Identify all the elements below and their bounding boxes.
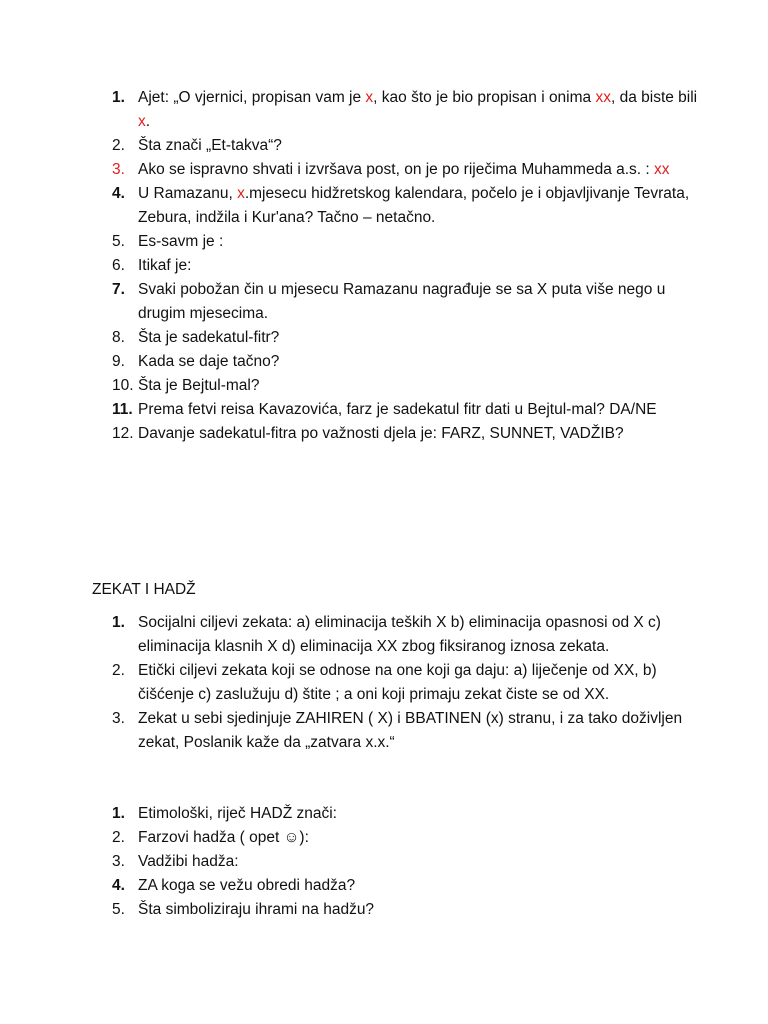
text-segment: .mjesecu hidžretskog kalendara, počelo je i objavljivanje Tevrata, Zebura, indžila i Kur'ana? Tačno – netačno. <box>138 185 690 226</box>
item-text <box>138 853 239 870</box>
item-text <box>138 257 191 274</box>
list-item <box>0 158 768 182</box>
list-item <box>0 422 768 446</box>
item-number: 2. <box>112 137 125 154</box>
item-number: 4. <box>112 185 125 202</box>
item-number: 10. <box>112 377 134 394</box>
item-number: 8. <box>112 329 125 346</box>
list-item <box>0 86 768 134</box>
text-segment: Etički ciljevi zekata koji se odnose na one koji ga daju: a) liječenje od XX, b) čišćenje c) zaslužuju d) štite ; a oni koji primaju zekat čiste se od XX. <box>138 662 657 703</box>
item-text <box>138 662 657 703</box>
list-item <box>0 826 768 850</box>
item-number: 1. <box>112 614 125 631</box>
ramazan-questions-list <box>0 86 768 446</box>
zekat-questions-list <box>0 611 768 755</box>
list-item <box>0 374 768 398</box>
item-text <box>138 89 697 130</box>
blank-marker: x <box>365 89 374 106</box>
item-text <box>138 137 282 154</box>
list-item <box>0 254 768 278</box>
text-segment: Kada se daje tačno? <box>138 353 280 370</box>
item-text <box>138 829 309 846</box>
item-number: 3. <box>112 161 125 178</box>
list-item <box>0 874 768 898</box>
text-segment: Farzovi hadža ( opet ☺): <box>138 829 309 846</box>
blank-marker: x <box>138 113 146 130</box>
list-item <box>0 278 768 326</box>
item-text <box>138 281 665 322</box>
item-number: 3. <box>112 853 125 870</box>
list-item <box>0 707 768 755</box>
item-text <box>138 877 355 894</box>
blank-marker: xx <box>595 89 611 106</box>
text-segment: Ako se ispravno shvati i izvršava post, on je po riječima Muhammeda a.s. : <box>138 161 655 178</box>
item-number: 12. <box>112 425 134 442</box>
item-number: 2. <box>112 829 125 846</box>
list-item <box>0 611 768 659</box>
list-item <box>0 350 768 374</box>
text-segment: Šta je Bejtul-mal? <box>138 377 260 394</box>
item-number: 5. <box>112 901 125 918</box>
list-item <box>0 802 768 826</box>
item-text <box>138 377 259 394</box>
hadz-questions-list <box>0 802 768 922</box>
item-number: 7. <box>112 281 125 298</box>
list-item <box>0 898 768 922</box>
text-segment: Svaki pobožan čin u mjesecu Ramazanu nagrađuje se sa X puta više nego u drugim mjesecima. <box>138 281 666 322</box>
text-segment: , da biste bili <box>610 89 698 106</box>
blank-marker: xx <box>654 161 670 178</box>
list-item <box>0 398 768 422</box>
text-segment: U Ramazanu, <box>138 185 238 202</box>
text-segment: Es-savm je : <box>138 233 224 250</box>
list-item <box>0 182 768 230</box>
item-text <box>138 185 689 226</box>
text-segment: Prema fetvi reisa Kavazovića, farz je sadekatul fitr dati u Bejtul-mal? DA/NE <box>138 401 657 418</box>
text-segment: Šta znači „Et-takva“? <box>138 137 282 154</box>
section-heading: ZEKAT I HADŽ <box>92 581 196 598</box>
item-number: 1. <box>112 805 125 822</box>
list-item <box>0 134 768 158</box>
blank-marker: x <box>237 185 245 202</box>
text-segment: Šta simboliziraju ihrami na hadžu? <box>138 901 375 918</box>
text-segment: Socijalni ciljevi zekata: a) eliminacija teških X b) eliminacija opasnosi od X c) eliminacija klasnih X d) eliminacija XX zbog fiksiranog iznosa zekata. <box>138 614 661 655</box>
text-segment: Vadžibi hadža: <box>138 853 239 870</box>
text-segment: , kao što je bio propisan i onima <box>373 89 596 106</box>
item-number: 11. <box>112 401 133 418</box>
item-text <box>138 710 682 751</box>
item-number: 1. <box>112 89 125 106</box>
item-text <box>138 425 624 442</box>
text-segment: Itikaf je: <box>138 257 192 274</box>
item-number: 2. <box>112 662 125 679</box>
item-text <box>138 401 657 418</box>
text-segment: Zekat u sebi sjedinjuje ZAHIREN ( X) i BBATINEN (x) stranu, i za tako doživljen zekat, Poslanik kaže da „zatvara x.x.“ <box>138 710 683 751</box>
list-item <box>0 850 768 874</box>
text-segment: ZA koga se vežu obredi hadža? <box>138 877 356 894</box>
text-segment: Etimološki, riječ HADŽ znači: <box>138 805 337 822</box>
item-text <box>138 233 223 250</box>
text-segment: Ajet: „O vjernici, propisan vam je <box>138 89 366 106</box>
item-text <box>138 901 374 918</box>
list-item <box>0 659 768 707</box>
item-text <box>138 805 337 822</box>
item-text <box>138 614 661 655</box>
item-number: 5. <box>112 233 125 250</box>
item-number: 6. <box>112 257 125 274</box>
list-item <box>0 230 768 254</box>
item-text <box>138 161 670 178</box>
item-number: 3. <box>112 710 125 727</box>
text-segment: . <box>145 113 151 130</box>
item-text <box>138 329 279 346</box>
text-segment: Davanje sadekatul-fitra po važnosti djela je: FARZ, SUNNET, VADŽIB? <box>138 425 624 442</box>
list-item <box>0 326 768 350</box>
text-segment: Šta je sadekatul-fitr? <box>138 329 280 346</box>
item-number: 9. <box>112 353 125 370</box>
item-number: 4. <box>112 877 125 894</box>
item-text <box>138 353 279 370</box>
